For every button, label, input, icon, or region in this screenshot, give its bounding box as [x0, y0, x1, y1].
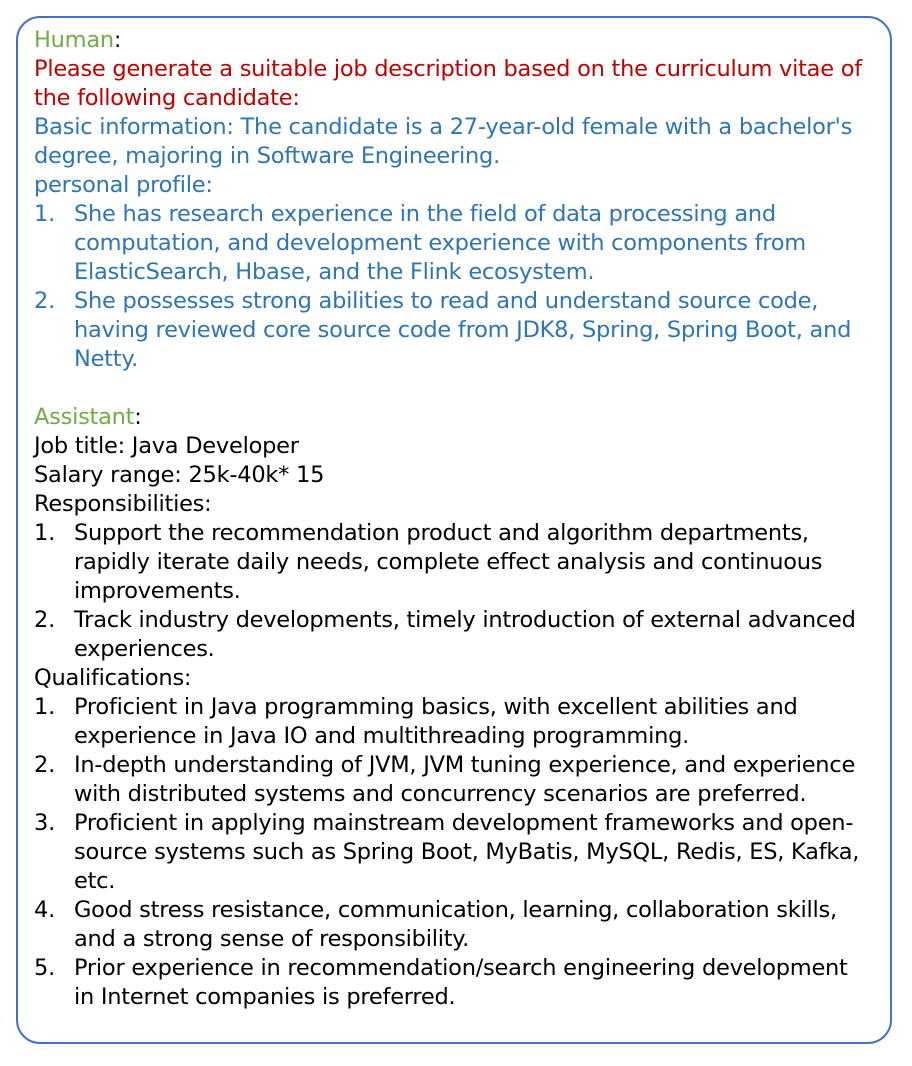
assistant-speaker-label: Assistant [34, 404, 135, 430]
assistant-speaker-line [34, 403, 874, 432]
list-item-text: She possesses strong abilities to read and understand source code, having reviewed core source code from JDK8, Spring, Spring Boot, and Netty. [74, 288, 852, 372]
list-item [34, 200, 874, 287]
list-item-text: Good stress resistance, communication, learning, collaboration skills, and a strong sense of responsibility. [74, 897, 837, 952]
personal-profile-heading: personal profile: [34, 172, 213, 198]
list-item-number: 3. [34, 810, 55, 836]
list-item-number: 2. [34, 607, 55, 633]
list-item [34, 751, 874, 809]
list-item-text: Proficient in Java programming basics, with excellent abilities and experience in Java IO and multithreading programming. [74, 694, 798, 749]
list-item-text: Prior experience in recommendation/search engineering development in Internet companies is preferred. [74, 955, 848, 1010]
list-item [34, 606, 874, 664]
list-item [34, 809, 874, 896]
section-spacer [34, 374, 874, 403]
list-item-text: Proficient in applying mainstream development frameworks and open-source systems such as Spring Boot, MyBatis, MySQL, Redis, ES, Kafka, etc. [74, 810, 860, 894]
conversation-content [34, 26, 874, 1012]
list-item [34, 519, 874, 606]
personal-profile-list [34, 200, 874, 374]
job-title: Job title: Java Developer [34, 433, 299, 459]
list-item-number: 5. [34, 955, 55, 981]
list-item-number: 4. [34, 897, 55, 923]
list-item-number: 2. [34, 752, 55, 778]
list-item [34, 693, 874, 751]
list-item [34, 954, 874, 1012]
responsibilities-list [34, 519, 874, 664]
human-request: Please generate a suitable job description based on the curriculum vitae of the following candidate: [34, 56, 862, 111]
human-speaker-label: Human [34, 27, 114, 53]
list-item [34, 896, 874, 954]
human-speaker-colon: : [113, 27, 122, 53]
list-item-number: 1. [34, 201, 55, 227]
list-item-text: Track industry developments, timely introduction of external advanced experiences. [74, 607, 856, 662]
list-item-number: 1. [34, 694, 55, 720]
assistant-speaker-colon: : [134, 404, 142, 430]
list-item-text: In-depth understanding of JVM, JVM tuning experience, and experience with distributed systems and concurrency scenarios are preferred. [74, 752, 856, 807]
qualifications-heading: Qualifications: [34, 665, 192, 691]
qualifications-list [34, 693, 874, 1012]
list-item-text: She has research experience in the field of data processing and computation, and development experience with components from ElasticSearch, Hbase, and the Flink ecosystem. [74, 201, 806, 285]
list-item-number: 1. [34, 520, 55, 546]
salary-range: Salary range: 25k-40k* 15 [34, 462, 325, 488]
candidate-basic-info: Basic information: The candidate is a 27-year-old female with a bachelor's degree, majoring in Software Engineering. [34, 114, 853, 169]
list-item [34, 287, 874, 374]
human-speaker-line [34, 26, 874, 55]
list-item-number: 2. [34, 288, 55, 314]
responsibilities-heading: Responsibilities: [34, 491, 212, 517]
list-item-text: Support the recommendation product and algorithm departments, rapidly iterate daily needs, complete effect analysis and continuous improvements. [74, 520, 823, 604]
